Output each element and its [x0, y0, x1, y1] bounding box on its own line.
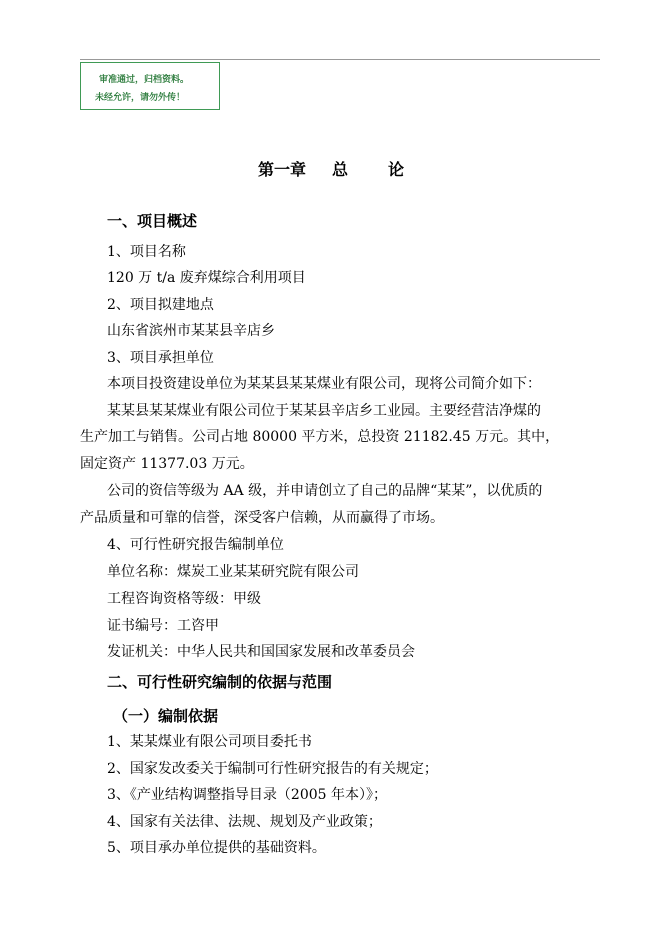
chapter-title-number: 第一章 [257, 160, 306, 179]
chapter-title-char-1: 总 [331, 160, 348, 179]
item-4-certificate: 证书编号：工咨甲 [107, 618, 219, 634]
item-2-label: 2、项目拟建地点 [107, 297, 214, 313]
section-1-heading: 一、项目概述 [107, 212, 198, 230]
chapter-title-char-2: 论 [388, 160, 405, 179]
item-2-value: 山东省滨州市某某县辛店乡 [107, 323, 275, 339]
basis-item-3: 3、《产业结构调整指导目录（2005 年本）》； [107, 787, 387, 803]
section-2-heading: 二、可行性研究编制的依据与范围 [107, 673, 333, 691]
item-4-unit-name: 单位名称：煤炭工业某某研究院有限公司 [107, 564, 359, 580]
approval-stamp-box [80, 62, 220, 110]
basis-item-5: 5、项目承办单位提供的基础资料。 [107, 840, 326, 856]
stamp-line-2: 未经允许，请勿外传！ [95, 93, 186, 103]
item-4-issuer: 发证机关：中华人民共和国国家发展和改革委员会 [107, 644, 415, 660]
item-1-label: 1、项目名称 [107, 244, 186, 260]
basis-item-2: 2、国家发改委关于编制可行性研究报告的有关规定； [107, 761, 438, 777]
header-rule [80, 59, 600, 60]
company-para-1-line-3: 固定资产 11377.03 万元。 [80, 456, 254, 472]
company-para-1-line-1: 某某县某某煤业有限公司位于某某县辛店乡工业园。主要经营洁净煤的 [107, 403, 541, 419]
chapter-title [0, 157, 662, 180]
basis-item-1: 1、某某煤业有限公司项目委托书 [107, 734, 312, 750]
section-2-subheading: （一）编制依据 [113, 707, 219, 725]
company-para-2-line-2: 产品质量和可靠的信誉，深受客户信赖，从而赢得了市场。 [80, 510, 444, 526]
company-para-2-line-1: 公司的资信等级为 AA 级，并申请创立了自己的品牌“某某”，以优质的 [107, 483, 543, 499]
item-3-intro: 本项目投资建设单位为某某县某某煤业有限公司，现将公司简介如下： [107, 376, 541, 392]
item-4-qualification: 工程咨询资格等级：甲级 [107, 591, 261, 607]
item-1-value: 120 万 t/a 废弃煤综合利用项目 [107, 270, 306, 286]
stamp-line-1: 审准通过，归档资料。 [99, 75, 190, 85]
item-4-label: 4、可行性研究报告编制单位 [107, 537, 284, 553]
item-3-label: 3、项目承担单位 [107, 350, 214, 366]
basis-item-4: 4、国家有关法律、法规、规划及产业政策； [107, 814, 382, 830]
company-para-1-line-2: 生产加工与销售。公司占地 80000 平方米，总投资 21182.45 万元。其中， [80, 429, 560, 445]
